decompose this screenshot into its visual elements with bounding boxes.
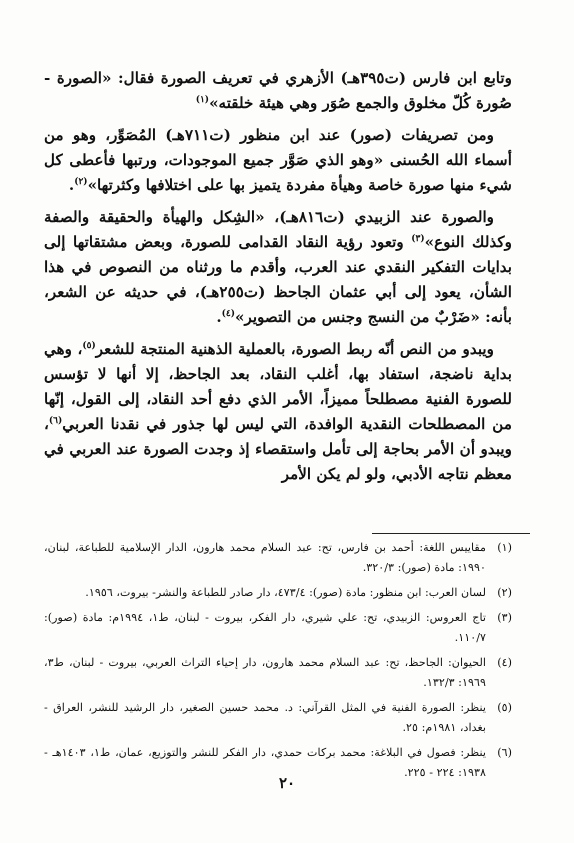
footnote-text: تاج العروس: الزبيدي، تح: علي شيري، دار الفكر، بيروت - لبنان، ط١، ١٩٩٤م: مادة (صور): ١١٠/٧. — [44, 611, 487, 644]
footnote-number: (٦) — [497, 746, 512, 759]
footnote-2 — [44, 583, 512, 603]
paragraph-text: ومن تصريفات (صور) عند ابن منظور (ت٧١١هـ) المُصَوِّر، وهو من أسماء الله الحُسنى «وهو الذي صَوَّر جميع الموجودات، ورتبها فأعطى كل شيء منها صورة خاصة وهيأة مفردة يتميز بها على اختلافها وكثرتها» — [44, 126, 512, 194]
footnote-4 — [44, 653, 512, 693]
main-text — [44, 66, 512, 494]
footnote-number: (٢) — [497, 586, 512, 599]
footnote-divider — [372, 533, 530, 534]
footnote-ref: (٦) — [48, 415, 63, 426]
paragraph-text: والصورة عند الزبيدي (ت٨١٦هـ)، «الشِكل والهيأة والحقيقة والصفة وكذلك النوع» — [44, 208, 512, 251]
footnote-text: الحيوان: الجاحظ، تح: عبد السلام محمد هارون، دار إحياء التراث العربي، بيروت - لبنان، ط٣، ١٩٦٩: ١٣٢/٣. — [44, 656, 486, 689]
paragraph-2 — [44, 123, 512, 198]
footnote-number: (١) — [497, 541, 512, 554]
page-number: ٢٠ — [278, 774, 296, 792]
footnote-number: (٥) — [497, 701, 512, 714]
footnote-ref: (٥) — [82, 340, 96, 351]
paragraph-text: وتعود رؤية النقاد القدامى للصورة، وبعض مشتقاتها إلى بدايات التفكير النقدي عند العرب، وأقدم ما ورثناه من النصوص في هذا الشأن، يعود إلى أبي عثمان الجاحظ (ت٢٥٥هـ)، في حديثه عن الشعر، بأنه: «ضَرْبٌ من النسج وجنس من التصوير» — [44, 233, 512, 326]
footnote-5 — [44, 698, 512, 738]
paragraph-tail: ، ويبدو أن الأمر بحاجة إلى تأمل واستقصاء إذ وجدت الصورة عند العربي في معظم نتاجه الأدبي، ولو لم يكن الأمر — [44, 415, 512, 483]
footnotes — [44, 538, 512, 788]
paragraph-3 — [44, 205, 512, 330]
paragraph-text: ، وهي بداية ناضجة، استفاد بها، أغلب النقاد، بعد الجاحظ، إلا أنها لا تؤسس للصورة الفنية مصطلحاً مميزاً، الأمر الذي دفع أحد النقاد، إلى القول، إنّها من المصطلحات النقدية الوافدة، التي ليس لها جذور في نقدنا العربي — [44, 340, 512, 433]
footnote-ref: (٢) — [74, 176, 88, 187]
paragraph-4 — [44, 337, 512, 487]
footnote-ref: (٣) — [411, 233, 425, 244]
footnote-text: ينظر: الصورة الفنية في المثل القرآني: د. محمد حسين الصغير، دار الرشيد للنشر، العراق - بغداد، ١٩٨١م: ٢٥. — [44, 701, 486, 734]
paragraph-text: ويبدو من النص أنّه ربط الصورة، بالعملية الذهنية المنتجة للشعر — [95, 340, 494, 358]
footnote-text: لسان العرب: ابن منظور: مادة (صور): ٤٧٣/٤، دار صادر للطباعة والنشر- بيروت، ١٩٥٦. — [85, 586, 486, 599]
paragraph-text: وتابع ابن فارس (ت٣٩٥هـ) الأزهري في تعريف الصورة فقال: «الصورة - صُورة كُلّ مخلوق والجمع صُوَر وهي هيئة خلقته» — [44, 69, 512, 112]
footnote-3 — [44, 608, 512, 648]
footnote-text: ينظر: فصول في البلاغة: محمد بركات حمدي، دار الفكر للنشر والتوزيع، عمان، ط١، ١٤٠٣هـ - ١٩٣٨: ٢٢٤ - ٢٢٥. — [44, 746, 487, 779]
footnote-text: مقاييس اللغة: أحمد بن فارس، تح: عبد السلام محمد هارون، الدار الإسلامية للطباعة، لبنان، ١٩٩٠: مادة (صور): ٣٢٠/٣. — [44, 541, 486, 574]
paragraph-tail: . — [68, 176, 75, 194]
footnote-number: (٤) — [497, 656, 512, 669]
footnote-ref: (١) — [195, 94, 210, 105]
footnote-ref: (٤) — [221, 308, 235, 319]
footnote-1 — [44, 538, 512, 578]
footnote-number: (٣) — [497, 611, 512, 624]
paragraph-1 — [44, 66, 512, 116]
paragraph-tail: . — [216, 308, 222, 326]
